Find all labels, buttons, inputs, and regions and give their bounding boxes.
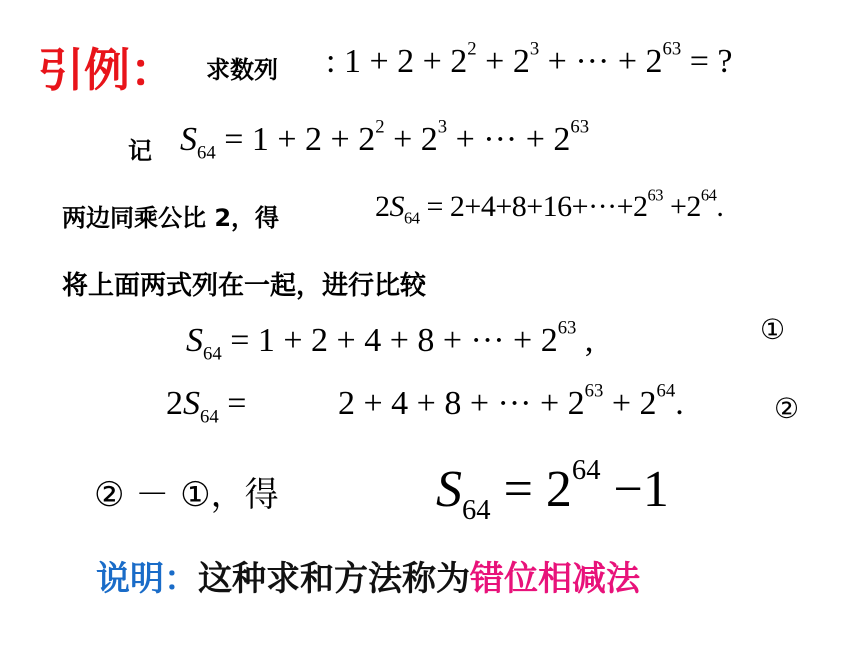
explanation-note: [96, 551, 640, 600]
multiplied-sum: $2S_{64} = 2+4+8+16+\cdot\cdot\cdot+2^{63} +2^{64}$.: [375, 185, 724, 228]
equation-2-marker: ②: [774, 392, 800, 425]
question-label: 求数列: [206, 56, 278, 84]
multiply-label: 两边同乘公比 2，得: [62, 204, 280, 232]
slide-title: 引例：: [38, 43, 176, 97]
equation-1-marker: ①: [760, 313, 786, 346]
question-expression: : $1 + 2 + 2^2 + 2^3$ + ··· + $2^{63}$ = ?: [326, 38, 733, 80]
define-label: 记: [128, 137, 152, 165]
equation-2-right: 2 + 4 + 8 + ··· + $2^{63} + 2^{64}$.: [338, 380, 684, 422]
subtract-label: ② － ①，得: [94, 475, 279, 515]
result-formula: $S_{64} = 2^{64} -1$: [436, 454, 669, 526]
equation-1: $S_{64} = 1 + 2 + 4 + 8$ + ··· + $2^{63}$ ,: [186, 317, 594, 365]
equation-2-left: $2S_{64}$ =: [166, 385, 247, 428]
compare-text: 将上面两式列在一起，进行比较: [62, 271, 427, 301]
note-label: 说明：: [96, 559, 198, 599]
sum-definition: $S_{64} = 1 + 2 + 2^2 + 2^3$ + ··· + $2^{63}$: [180, 116, 590, 164]
method-name: 错位相减法: [470, 559, 640, 599]
note-text: 这种求和方法称为: [198, 559, 470, 599]
